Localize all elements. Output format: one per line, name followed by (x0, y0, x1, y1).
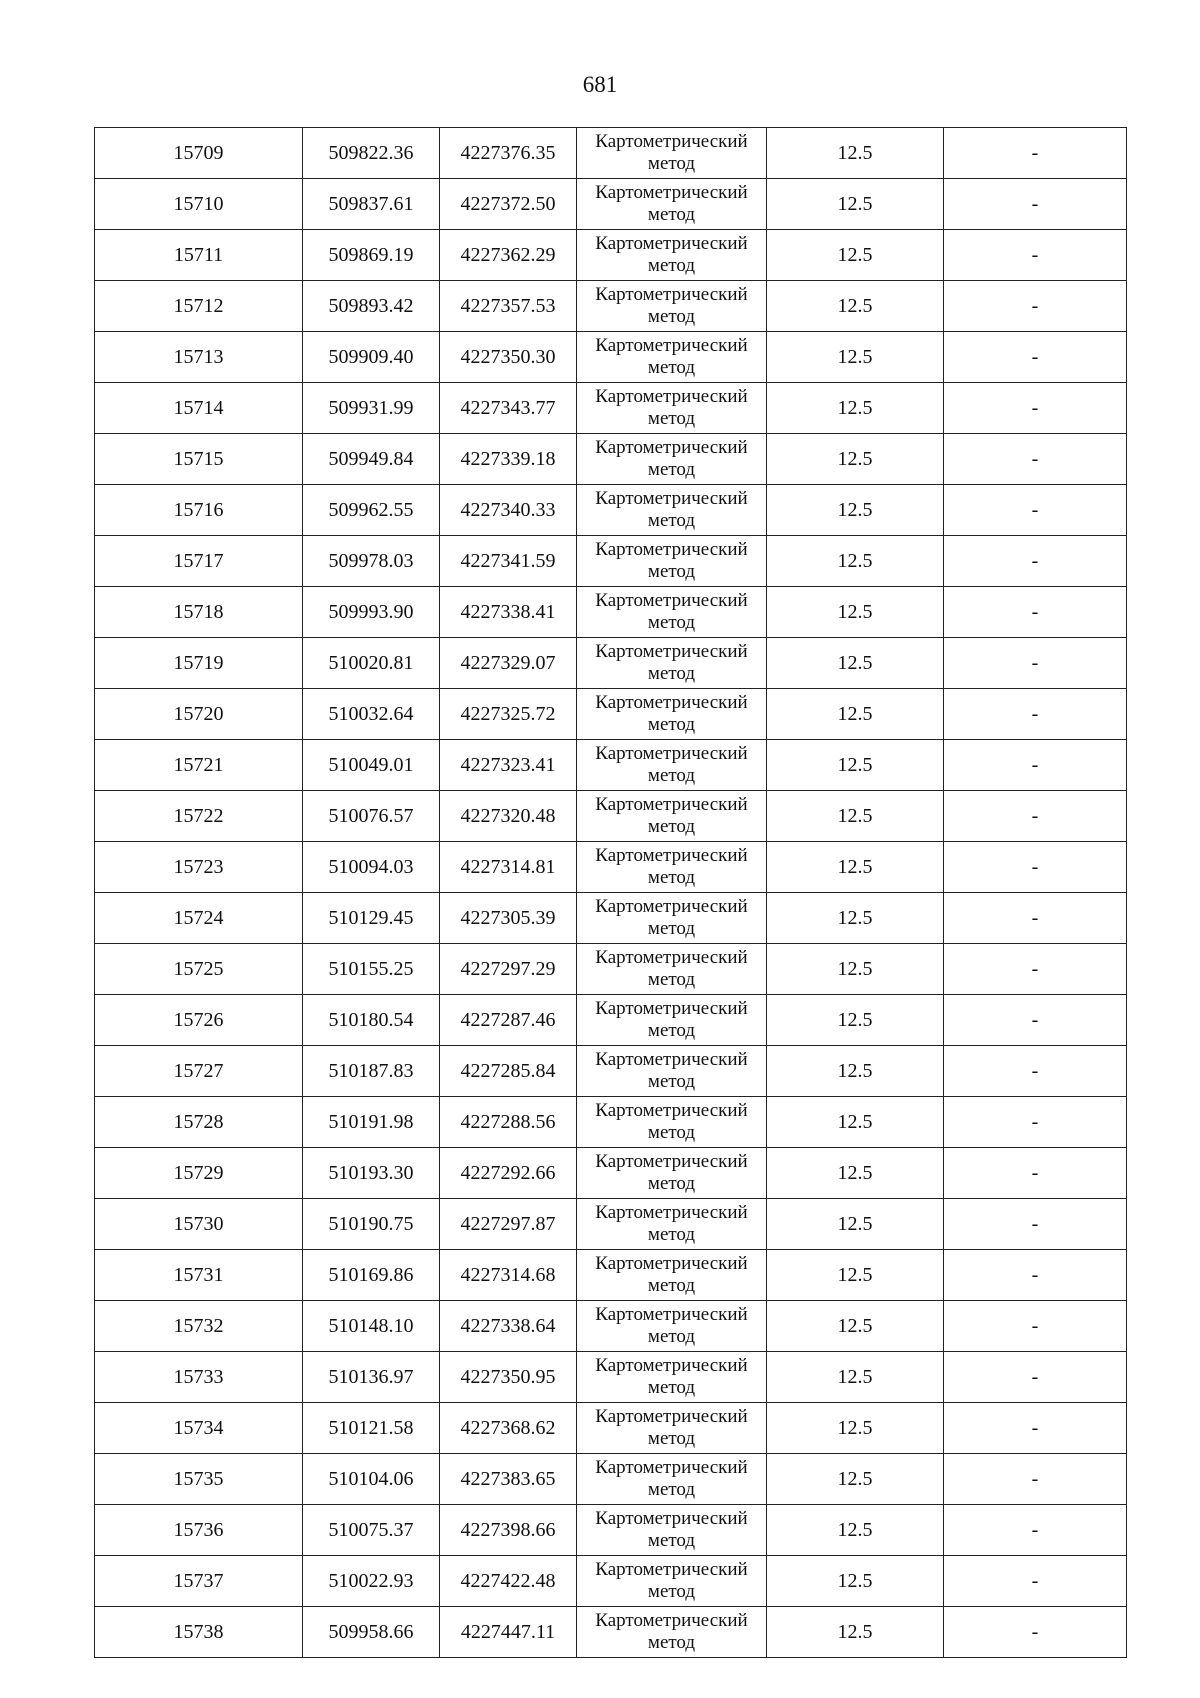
accuracy-cell: 12.5 (767, 536, 944, 587)
accuracy-cell: 12.5 (767, 1505, 944, 1556)
method-cell (577, 893, 767, 944)
method-line-1: Картометрический (595, 794, 748, 815)
y-coordinate-cell: 4227338.41 (440, 587, 577, 638)
method-cell (577, 638, 767, 689)
x-coordinate-cell: 510155.25 (303, 944, 440, 995)
y-coordinate-cell: 4227325.72 (440, 689, 577, 740)
method-line-1: Картометрический (595, 1253, 748, 1274)
table-row (95, 1097, 1127, 1148)
accuracy-cell: 12.5 (767, 1607, 944, 1658)
method-cell (577, 944, 767, 995)
method-line-1: Картометрический (595, 1559, 748, 1580)
method-line-2: метод (647, 1377, 696, 1398)
description-cell: - (944, 332, 1127, 383)
point-number-cell: 15738 (95, 1607, 303, 1658)
accuracy-cell: 12.5 (767, 791, 944, 842)
table-row (95, 1454, 1127, 1505)
x-coordinate-cell: 510191.98 (303, 1097, 440, 1148)
table-row (95, 179, 1127, 230)
method-cell (577, 740, 767, 791)
y-coordinate-cell: 4227362.29 (440, 230, 577, 281)
method-line-2: метод (647, 306, 696, 327)
table-row (95, 332, 1127, 383)
description-cell: - (944, 995, 1127, 1046)
description-cell: - (944, 791, 1127, 842)
method-line-1: Картометрический (595, 284, 748, 305)
method-line-1: Картометрический (595, 131, 748, 152)
y-coordinate-cell: 4227292.66 (440, 1148, 577, 1199)
method-line-2: метод (647, 255, 696, 276)
description-cell: - (944, 1250, 1127, 1301)
method-line-1: Картометрический (595, 641, 748, 662)
y-coordinate-cell: 4227368.62 (440, 1403, 577, 1454)
table-row (95, 740, 1127, 791)
table-row (95, 842, 1127, 893)
table-row (95, 893, 1127, 944)
method-line-2: метод (647, 1224, 696, 1245)
method-cell (577, 791, 767, 842)
method-line-1: Картометрический (595, 386, 748, 407)
y-coordinate-cell: 4227287.46 (440, 995, 577, 1046)
x-coordinate-cell: 509893.42 (303, 281, 440, 332)
point-number-cell: 15734 (95, 1403, 303, 1454)
description-cell: - (944, 1352, 1127, 1403)
x-coordinate-cell: 509978.03 (303, 536, 440, 587)
accuracy-cell: 12.5 (767, 230, 944, 281)
table-row (95, 1556, 1127, 1607)
method-line-2: метод (647, 1479, 696, 1500)
method-cell (577, 1454, 767, 1505)
description-cell: - (944, 179, 1127, 230)
point-number-cell: 15736 (95, 1505, 303, 1556)
method-cell (577, 1199, 767, 1250)
point-number-cell: 15729 (95, 1148, 303, 1199)
description-cell: - (944, 1046, 1127, 1097)
x-coordinate-cell: 510094.03 (303, 842, 440, 893)
x-coordinate-cell: 509962.55 (303, 485, 440, 536)
accuracy-cell: 12.5 (767, 281, 944, 332)
x-coordinate-cell: 510049.01 (303, 740, 440, 791)
point-number-cell: 15731 (95, 1250, 303, 1301)
method-line-2: метод (647, 663, 696, 684)
point-number-cell: 15728 (95, 1097, 303, 1148)
method-cell (577, 281, 767, 332)
method-line-2: метод (647, 510, 696, 531)
x-coordinate-cell: 509869.19 (303, 230, 440, 281)
accuracy-cell: 12.5 (767, 434, 944, 485)
accuracy-cell: 12.5 (767, 1250, 944, 1301)
description-cell: - (944, 1301, 1127, 1352)
accuracy-cell: 12.5 (767, 1199, 944, 1250)
accuracy-cell: 12.5 (767, 1301, 944, 1352)
accuracy-cell: 12.5 (767, 1556, 944, 1607)
accuracy-cell: 12.5 (767, 638, 944, 689)
y-coordinate-cell: 4227372.50 (440, 179, 577, 230)
description-cell: - (944, 944, 1127, 995)
method-cell (577, 1250, 767, 1301)
table-row (95, 791, 1127, 842)
description-cell: - (944, 1505, 1127, 1556)
method-line-1: Картометрический (595, 1457, 748, 1478)
y-coordinate-cell: 4227422.48 (440, 1556, 577, 1607)
method-cell (577, 689, 767, 740)
description-cell: - (944, 1148, 1127, 1199)
table-row (95, 689, 1127, 740)
method-line-2: метод (647, 1275, 696, 1296)
table-row (95, 1403, 1127, 1454)
y-coordinate-cell: 4227297.87 (440, 1199, 577, 1250)
description-cell: - (944, 740, 1127, 791)
point-number-cell: 15715 (95, 434, 303, 485)
method-line-1: Картометрический (595, 1100, 748, 1121)
method-line-2: метод (647, 816, 696, 837)
method-line-1: Картометрический (595, 233, 748, 254)
point-number-cell: 15712 (95, 281, 303, 332)
table-row (95, 944, 1127, 995)
accuracy-cell: 12.5 (767, 1148, 944, 1199)
description-cell: - (944, 434, 1127, 485)
method-line-1: Картометрический (595, 590, 748, 611)
method-line-1: Картометрический (595, 998, 748, 1019)
method-cell (577, 1607, 767, 1658)
method-line-2: метод (647, 153, 696, 174)
method-line-1: Картометрический (595, 437, 748, 458)
method-line-2: метод (647, 1428, 696, 1449)
y-coordinate-cell: 4227376.35 (440, 128, 577, 179)
x-coordinate-cell: 510129.45 (303, 893, 440, 944)
method-cell (577, 536, 767, 587)
method-line-1: Картометрический (595, 1508, 748, 1529)
point-number-cell: 15735 (95, 1454, 303, 1505)
point-number-cell: 15716 (95, 485, 303, 536)
point-number-cell: 15720 (95, 689, 303, 740)
accuracy-cell: 12.5 (767, 179, 944, 230)
table-body (95, 128, 1127, 1658)
y-coordinate-cell: 4227341.59 (440, 536, 577, 587)
description-cell: - (944, 1403, 1127, 1454)
y-coordinate-cell: 4227297.29 (440, 944, 577, 995)
point-number-cell: 15718 (95, 587, 303, 638)
method-cell (577, 128, 767, 179)
point-number-cell: 15709 (95, 128, 303, 179)
method-line-1: Картометрический (595, 1202, 748, 1223)
method-line-2: метод (647, 867, 696, 888)
method-cell (577, 1148, 767, 1199)
method-cell (577, 1556, 767, 1607)
method-cell (577, 179, 767, 230)
x-coordinate-cell: 510136.97 (303, 1352, 440, 1403)
table-row (95, 1148, 1127, 1199)
method-line-1: Картометрический (595, 488, 748, 509)
accuracy-cell: 12.5 (767, 842, 944, 893)
method-cell (577, 1046, 767, 1097)
method-line-2: метод (647, 561, 696, 582)
point-number-cell: 15727 (95, 1046, 303, 1097)
y-coordinate-cell: 4227314.68 (440, 1250, 577, 1301)
point-number-cell: 15711 (95, 230, 303, 281)
table-row (95, 434, 1127, 485)
y-coordinate-cell: 4227447.11 (440, 1607, 577, 1658)
point-number-cell: 15719 (95, 638, 303, 689)
x-coordinate-cell: 509949.84 (303, 434, 440, 485)
method-line-1: Картометрический (595, 743, 748, 764)
method-line-2: метод (647, 357, 696, 378)
method-cell (577, 1352, 767, 1403)
description-cell: - (944, 1097, 1127, 1148)
method-line-2: метод (647, 1326, 696, 1347)
y-coordinate-cell: 4227340.33 (440, 485, 577, 536)
description-cell: - (944, 842, 1127, 893)
y-coordinate-cell: 4227343.77 (440, 383, 577, 434)
description-cell: - (944, 485, 1127, 536)
method-cell (577, 1097, 767, 1148)
x-coordinate-cell: 510180.54 (303, 995, 440, 1046)
y-coordinate-cell: 4227329.07 (440, 638, 577, 689)
description-cell: - (944, 383, 1127, 434)
method-cell (577, 434, 767, 485)
description-cell: - (944, 536, 1127, 587)
description-cell: - (944, 689, 1127, 740)
method-cell (577, 332, 767, 383)
x-coordinate-cell: 510022.93 (303, 1556, 440, 1607)
description-cell: - (944, 128, 1127, 179)
table-row (95, 281, 1127, 332)
table-row (95, 230, 1127, 281)
point-number-cell: 15717 (95, 536, 303, 587)
accuracy-cell: 12.5 (767, 893, 944, 944)
accuracy-cell: 12.5 (767, 128, 944, 179)
x-coordinate-cell: 510020.81 (303, 638, 440, 689)
accuracy-cell: 12.5 (767, 1046, 944, 1097)
method-line-2: метод (647, 1530, 696, 1551)
method-line-2: метод (647, 969, 696, 990)
y-coordinate-cell: 4227288.56 (440, 1097, 577, 1148)
point-number-cell: 15724 (95, 893, 303, 944)
y-coordinate-cell: 4227320.48 (440, 791, 577, 842)
method-line-1: Картометрический (595, 1151, 748, 1172)
table-row (95, 1301, 1127, 1352)
method-cell (577, 230, 767, 281)
method-cell (577, 995, 767, 1046)
y-coordinate-cell: 4227285.84 (440, 1046, 577, 1097)
point-number-cell: 15723 (95, 842, 303, 893)
description-cell: - (944, 1199, 1127, 1250)
point-number-cell: 15722 (95, 791, 303, 842)
method-line-1: Картометрический (595, 1406, 748, 1427)
accuracy-cell: 12.5 (767, 332, 944, 383)
point-number-cell: 15713 (95, 332, 303, 383)
table-row (95, 995, 1127, 1046)
method-line-1: Картометрический (595, 947, 748, 968)
description-cell: - (944, 1556, 1127, 1607)
x-coordinate-cell: 510190.75 (303, 1199, 440, 1250)
method-line-1: Картометрический (595, 896, 748, 917)
y-coordinate-cell: 4227350.95 (440, 1352, 577, 1403)
point-number-cell: 15725 (95, 944, 303, 995)
y-coordinate-cell: 4227383.65 (440, 1454, 577, 1505)
accuracy-cell: 12.5 (767, 1097, 944, 1148)
x-coordinate-cell: 509837.61 (303, 179, 440, 230)
accuracy-cell: 12.5 (767, 689, 944, 740)
y-coordinate-cell: 4227339.18 (440, 434, 577, 485)
accuracy-cell: 12.5 (767, 1454, 944, 1505)
description-cell: - (944, 230, 1127, 281)
x-coordinate-cell: 510032.64 (303, 689, 440, 740)
point-number-cell: 15726 (95, 995, 303, 1046)
x-coordinate-cell: 510187.83 (303, 1046, 440, 1097)
description-cell: - (944, 1607, 1127, 1658)
table-row (95, 128, 1127, 179)
description-cell: - (944, 587, 1127, 638)
method-line-2: метод (647, 204, 696, 225)
y-coordinate-cell: 4227338.64 (440, 1301, 577, 1352)
method-cell (577, 842, 767, 893)
x-coordinate-cell: 510169.86 (303, 1250, 440, 1301)
method-cell (577, 383, 767, 434)
y-coordinate-cell: 4227357.53 (440, 281, 577, 332)
table-row (95, 485, 1127, 536)
table-row (95, 1199, 1127, 1250)
method-line-2: метод (647, 612, 696, 633)
table-row (95, 383, 1127, 434)
method-line-2: метод (647, 1173, 696, 1194)
table-row (95, 587, 1127, 638)
coordinates-table (94, 127, 1127, 1658)
method-line-2: метод (647, 918, 696, 939)
method-line-1: Картометрический (595, 1610, 748, 1631)
accuracy-cell: 12.5 (767, 995, 944, 1046)
y-coordinate-cell: 4227305.39 (440, 893, 577, 944)
method-line-1: Картометрический (595, 1355, 748, 1376)
method-line-2: метод (647, 1632, 696, 1653)
point-number-cell: 15737 (95, 1556, 303, 1607)
x-coordinate-cell: 510121.58 (303, 1403, 440, 1454)
y-coordinate-cell: 4227350.30 (440, 332, 577, 383)
table-row (95, 536, 1127, 587)
method-line-2: метод (647, 1581, 696, 1602)
method-cell (577, 485, 767, 536)
table-row (95, 638, 1127, 689)
x-coordinate-cell: 509993.90 (303, 587, 440, 638)
x-coordinate-cell: 509931.99 (303, 383, 440, 434)
point-number-cell: 15714 (95, 383, 303, 434)
method-cell (577, 1505, 767, 1556)
method-line-2: метод (647, 1122, 696, 1143)
method-line-1: Картометрический (595, 335, 748, 356)
accuracy-cell: 12.5 (767, 383, 944, 434)
description-cell: - (944, 893, 1127, 944)
method-cell (577, 1403, 767, 1454)
method-line-2: метод (647, 765, 696, 786)
table-row (95, 1046, 1127, 1097)
table-row (95, 1352, 1127, 1403)
point-number-cell: 15730 (95, 1199, 303, 1250)
method-cell (577, 587, 767, 638)
x-coordinate-cell: 509822.36 (303, 128, 440, 179)
x-coordinate-cell: 509958.66 (303, 1607, 440, 1658)
accuracy-cell: 12.5 (767, 1352, 944, 1403)
method-line-1: Картометрический (595, 539, 748, 560)
method-line-2: метод (647, 459, 696, 480)
table-row (95, 1505, 1127, 1556)
accuracy-cell: 12.5 (767, 740, 944, 791)
table-row (95, 1250, 1127, 1301)
y-coordinate-cell: 4227323.41 (440, 740, 577, 791)
point-number-cell: 15733 (95, 1352, 303, 1403)
y-coordinate-cell: 4227314.81 (440, 842, 577, 893)
description-cell: - (944, 281, 1127, 332)
accuracy-cell: 12.5 (767, 944, 944, 995)
accuracy-cell: 12.5 (767, 1403, 944, 1454)
table-row (95, 1607, 1127, 1658)
method-line-1: Картометрический (595, 1049, 748, 1070)
x-coordinate-cell: 510148.10 (303, 1301, 440, 1352)
description-cell: - (944, 1454, 1127, 1505)
description-cell: - (944, 638, 1127, 689)
method-line-2: метод (647, 714, 696, 735)
x-coordinate-cell: 510075.37 (303, 1505, 440, 1556)
y-coordinate-cell: 4227398.66 (440, 1505, 577, 1556)
accuracy-cell: 12.5 (767, 485, 944, 536)
point-number-cell: 15710 (95, 179, 303, 230)
method-cell (577, 1301, 767, 1352)
x-coordinate-cell: 510104.06 (303, 1454, 440, 1505)
method-line-1: Картометрический (595, 1304, 748, 1325)
method-line-1: Картометрический (595, 692, 748, 713)
accuracy-cell: 12.5 (767, 587, 944, 638)
method-line-2: метод (647, 1020, 696, 1041)
point-number-cell: 15732 (95, 1301, 303, 1352)
x-coordinate-cell: 510076.57 (303, 791, 440, 842)
point-number-cell: 15721 (95, 740, 303, 791)
method-line-1: Картометрический (595, 182, 748, 203)
x-coordinate-cell: 509909.40 (303, 332, 440, 383)
x-coordinate-cell: 510193.30 (303, 1148, 440, 1199)
method-line-2: метод (647, 1071, 696, 1092)
method-line-1: Картометрический (595, 845, 748, 866)
page-number: 681 (582, 72, 618, 97)
method-line-2: метод (647, 408, 696, 429)
